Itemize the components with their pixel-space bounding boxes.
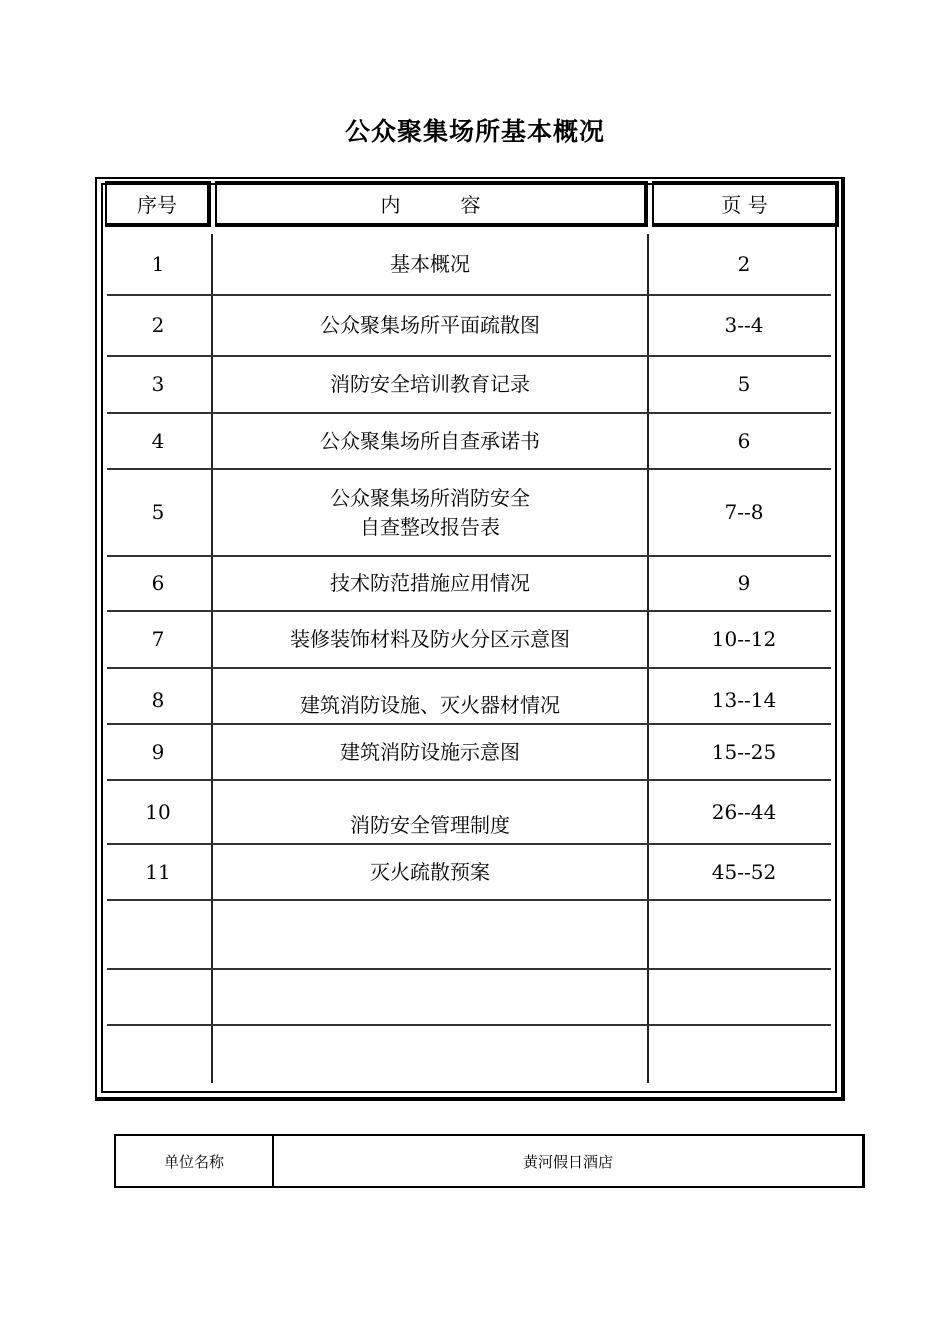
header-seq: 序号	[105, 181, 211, 227]
toc-content: 建筑消防设施、灭火器材情况	[300, 693, 560, 717]
toc-content: 技术防范措施应用情况	[330, 571, 530, 595]
toc-page	[649, 1025, 839, 1083]
toc-content	[213, 900, 647, 969]
toc-page: 6	[737, 428, 751, 453]
toc-page: 5	[737, 372, 751, 396]
unit-name-label: 单位名称	[116, 1136, 274, 1186]
toc-page: 26--44	[711, 800, 777, 824]
toc-content: 公众聚集场所消防安全 自查整改报告表	[330, 485, 530, 539]
toc-seq: 11	[145, 859, 171, 884]
toc-seq: 3	[151, 372, 165, 396]
toc-page: 15--25	[711, 739, 777, 764]
toc-page: 2	[737, 252, 751, 276]
toc-page: 9	[737, 571, 751, 595]
toc-page	[649, 900, 839, 969]
toc-seq: 5	[151, 500, 165, 524]
toc-content: 公众聚集场所平面疏散图	[320, 313, 540, 337]
toc-content: 消防安全培训教育记录	[330, 372, 530, 396]
toc-seq: 8	[151, 688, 165, 712]
toc-table	[95, 177, 845, 1101]
toc-seq	[105, 1025, 211, 1083]
header-content: 内 容	[215, 181, 648, 227]
toc-page: 45--52	[711, 859, 777, 884]
toc-content	[213, 969, 647, 1025]
toc-seq: 1	[151, 252, 165, 276]
toc-content: 消防安全管理制度	[350, 813, 510, 837]
toc-page: 7--8	[724, 500, 764, 524]
page-title: 公众聚集场所基本概况	[344, 117, 605, 146]
toc-content: 装修装饰材料及防火分区示意图	[290, 627, 570, 651]
toc-seq	[105, 969, 211, 1025]
toc-seq: 4	[151, 428, 165, 453]
toc-content	[213, 1025, 647, 1083]
toc-seq: 10	[145, 800, 171, 824]
unit-info-table	[114, 1134, 865, 1188]
toc-page: 3--4	[724, 313, 764, 337]
toc-content: 公众聚集场所自查承诺书	[320, 428, 540, 453]
toc-seq: 9	[151, 739, 165, 764]
unit-name-value: 黄河假日酒店	[522, 1152, 613, 1171]
toc-content: 建筑消防设施示意图	[340, 739, 520, 764]
toc-seq: 7	[151, 627, 165, 651]
toc-page: 13--14	[711, 688, 777, 712]
toc-seq: 6	[151, 571, 165, 595]
toc-content: 灭火疏散预案	[370, 859, 490, 884]
toc-page	[649, 969, 839, 1025]
toc-seq	[105, 900, 211, 969]
toc-page: 10--12	[711, 627, 777, 651]
toc-content: 基本概况	[390, 252, 470, 276]
header-page: 页 号	[652, 181, 839, 227]
toc-seq: 2	[151, 313, 165, 337]
